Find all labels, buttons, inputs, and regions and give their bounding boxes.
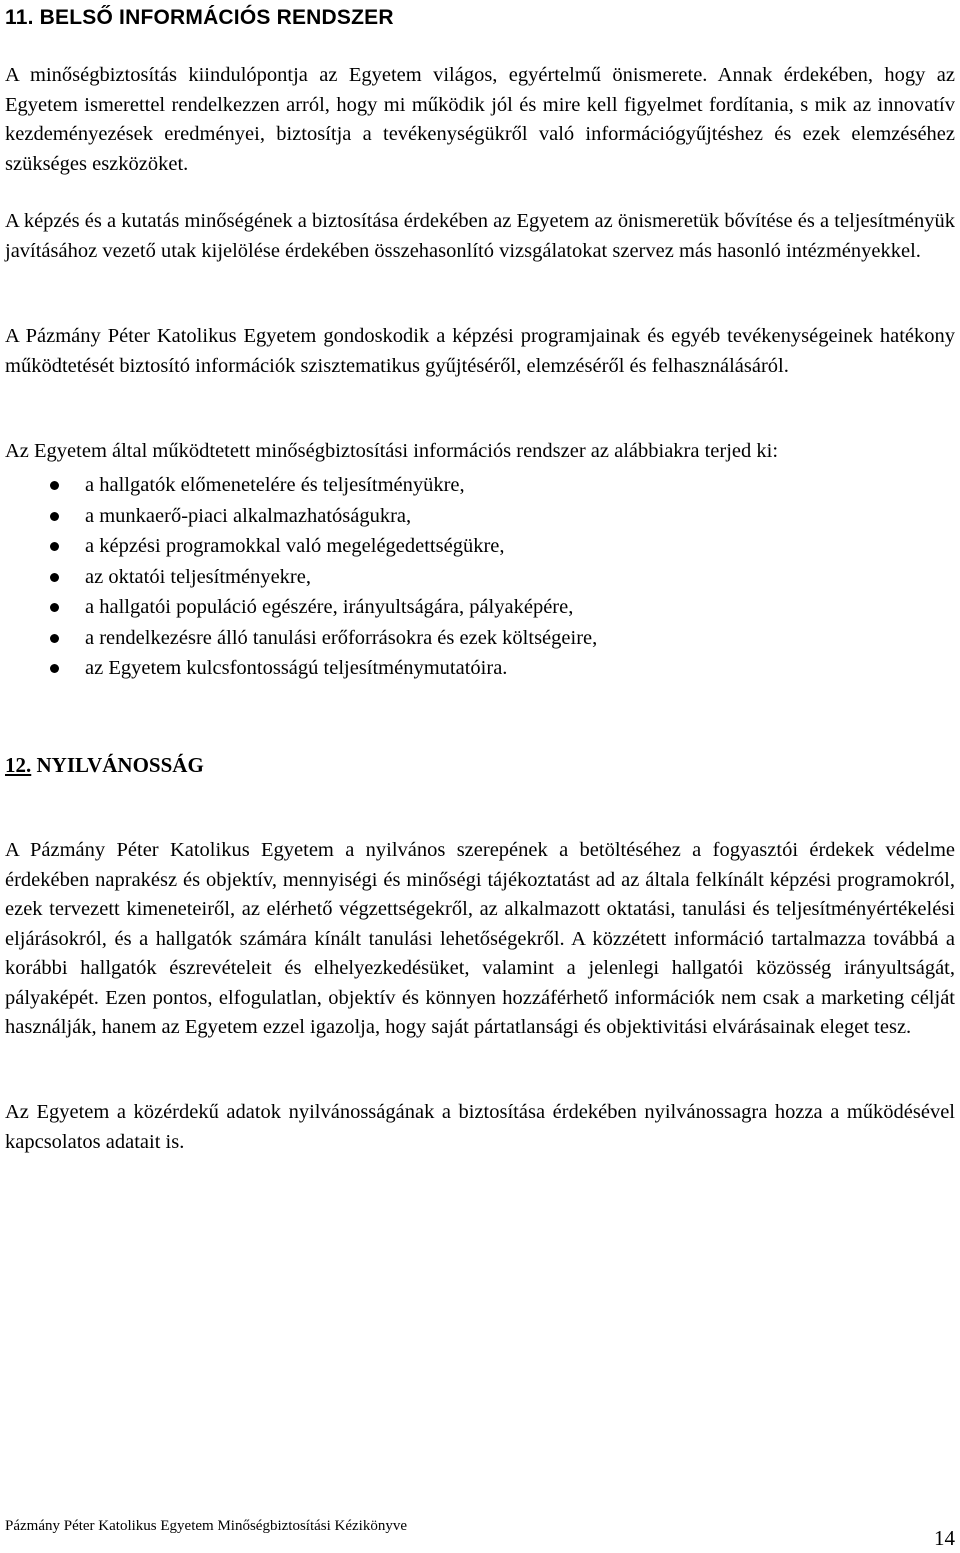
bullet-icon bbox=[50, 512, 59, 521]
list-item: a képzési programokkal való megelégedettségükre, bbox=[5, 531, 955, 562]
bullet-icon bbox=[50, 603, 59, 612]
section-11-paragraph-2: A képzés és a kutatás minőségének a biztosítása érdekében az Egyetem az önismeretük bővítése és a teljesítményük javításához vezető utak kijelölése érdekében összehasonlító vizsgálatokat szervez más hasonló intézményekkel. bbox=[5, 210, 955, 262]
list-item: a munkaerő-piaci alkalmazhatóságukra, bbox=[5, 501, 955, 532]
section-12-title bbox=[5, 750, 204, 780]
bullet-icon bbox=[50, 664, 59, 673]
section-11-title: 11. BELSŐ INFORMÁCIÓS RENDSZER bbox=[5, 6, 394, 29]
section-12-paragraph-1: A Pázmány Péter Katolikus Egyetem a nyilvános szerepének a betöltéséhez a fogyasztói érdekek védelme érdekében naprakész és objektív, mennyiségi és minőségi tájékoztatást ad az általa felkínált képzési programokról, ezek tervezett kimeneteiről, az elérhető végzettségekről, az alkalmazott oktatási, tanulási és teljesítményértékelési eljárásokról, és a hallgatók számára kínált tanulási lehetőségekről. A közzétett információ tartalmazza továbbá a korábbi hallgatók észrevételeit és elhelyezkedésüket, valamint a jelenlegi hallgatói közösség irányultságát, pályaképét. Ezen pontos, elfogulatlan, objektív és könnyen hozzáférhető információk nem csak a marketing célját használják, hanem az Egyetem ezzel igazolja, hogy saját pártatlansági és objektivitási elvárásainak eleget tesz. bbox=[5, 839, 955, 1038]
section-12-number: 12. bbox=[5, 753, 32, 777]
bullet-icon bbox=[50, 573, 59, 582]
footer-title: Pázmány Péter Katolikus Egyetem Minőségbiztosítási Kézikönyve bbox=[5, 1518, 407, 1534]
section-12-title-text: NYILVÁNOSSÁG bbox=[36, 753, 204, 777]
list-item: a rendelkezésre álló tanulási erőforrásokra és ezek költségeire, bbox=[5, 623, 955, 654]
list-item: a hallgatók előmenetelére és teljesítményükre, bbox=[5, 470, 955, 501]
bullet-icon bbox=[50, 481, 59, 490]
section-11-paragraph-3: A Pázmány Péter Katolikus Egyetem gondoskodik a képzési programjainak és egyéb tevékenységeinek hatékony működtetését biztosító információk szisztematikus gyűjtéséről, elemzéséről és felhasználásáról. bbox=[5, 325, 955, 377]
bullet-icon bbox=[50, 542, 59, 551]
section-12-paragraph-2: Az Egyetem a közérdekű adatok nyilvánosságának a biztosítása érdekében nyilvánossagra hozza a működésével kapcsolatos adatait is. bbox=[5, 1101, 955, 1153]
list-item: az Egyetem kulcsfontosságú teljesítménymutatóira. bbox=[5, 653, 955, 684]
section-11-paragraph-1: A minőségbiztosítás kiindulópontja az Egyetem világos, egyértelmű önismerete. Annak érdekében, hogy az Egyetem ismerettel rendelkezzen arról, hogy mi működik jól és mire kell figyelmet fordítania, s mik az innovatív kezdeményezések eredményei, biztosítja a tevékenységükről való információgyűjtéshez és ezek elemzéséhez szükséges eszközöket. bbox=[5, 64, 955, 175]
section-11-paragraph-4: Az Egyetem által működtetett minőségbiztosítási információs rendszer az alábbiakra terjed ki: bbox=[5, 440, 779, 462]
bullet-icon bbox=[50, 634, 59, 643]
page-footer bbox=[5, 1516, 955, 1550]
information-system-list bbox=[5, 470, 955, 684]
page-number: 14 bbox=[934, 1526, 955, 1550]
list-item: az oktatói teljesítményekre, bbox=[5, 562, 955, 593]
list-item: a hallgatói populáció egészére, irányultságára, pályaképére, bbox=[5, 592, 955, 623]
